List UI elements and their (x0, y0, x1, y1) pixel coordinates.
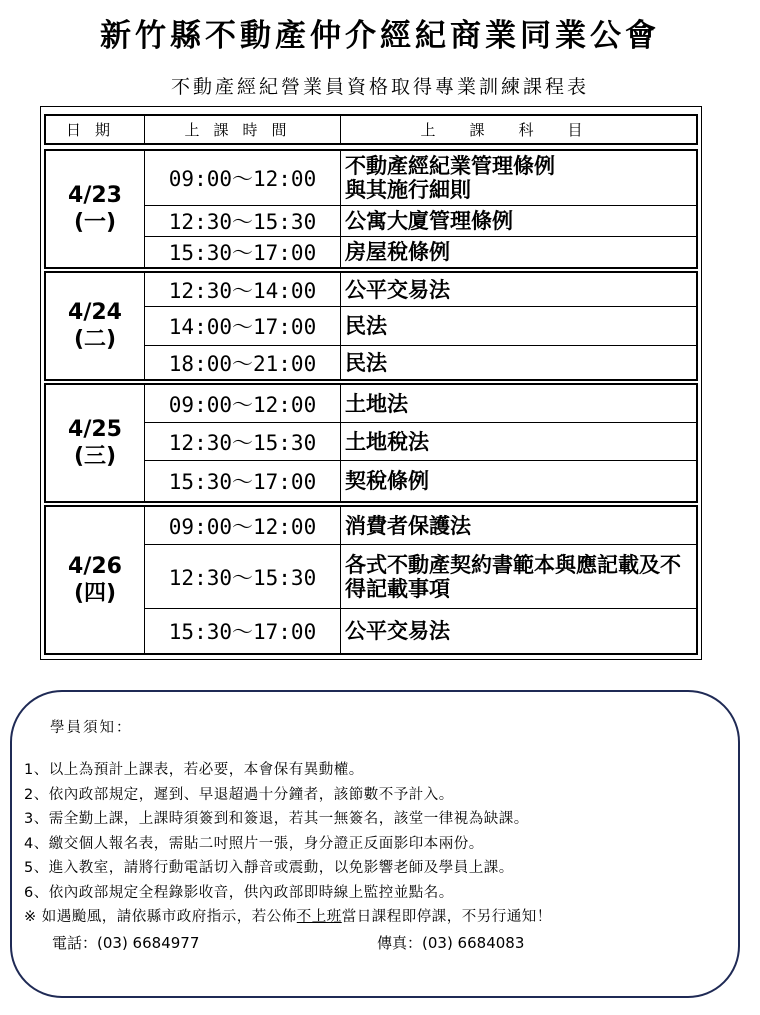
phone-number: 電話：(03) 6684977 (52, 934, 200, 952)
subject-cell: 公寓大廈管理條例 (345, 209, 513, 233)
date-value: 4/25 (68, 417, 122, 442)
subject-cell: 土地法 (345, 391, 408, 416)
table-row (145, 273, 696, 306)
time-cell: 09:00～12:00 (145, 151, 341, 205)
page-subtitle: 不動產經紀營業員資格取得專業訓練課程表 (170, 76, 589, 98)
notice-item: 1、以上為預計上課表，若必要，本會保有異動權。 (24, 762, 364, 778)
subject-cell: 公平交易法 (345, 277, 450, 302)
fax-number: 傳真：(03) 6684083 (377, 934, 525, 952)
typhoon-notice (24, 905, 552, 930)
page-title: 新竹縣不動產仲介經紀商業同業公會 (100, 18, 660, 54)
date-cell (46, 151, 145, 267)
table-row (145, 151, 696, 205)
typhoon-underlined: 不上班 (296, 909, 342, 925)
time-cell: 15:30～17:00 (145, 237, 341, 267)
day-group-1 (44, 149, 698, 269)
date-value: 4/24 (68, 300, 122, 325)
typhoon-prefix: ※ 如遇颱風，請依縣市政府指示，若公佈 (24, 909, 297, 925)
header-subject: 上課科目 (420, 121, 617, 139)
time-cell: 14:00～17:00 (145, 307, 341, 345)
date-cell (46, 273, 145, 379)
date-value: 4/26 (68, 554, 122, 579)
time-cell: 18:00～21:00 (145, 346, 341, 379)
subject-cell: 民法 (345, 314, 387, 338)
header-date: 日期 (46, 116, 145, 143)
notice-item: 6、依內政部規定全程錄影收音，供內政部即時線上監控並點名。 (24, 884, 454, 901)
table-row (145, 345, 696, 379)
notice-list (24, 758, 552, 930)
notice-item: 2、依內政部規定，遲到、早退超過十分鐘者，該節數不予計入。 (24, 786, 454, 803)
notice-item: 3、需全勤上課，上課時須簽到和簽退，若其一無簽名，該堂一律視為缺課。 (24, 811, 529, 827)
subject-cell: 公平交易法 (345, 619, 450, 643)
time-cell: 15:30～17:00 (145, 609, 341, 653)
day-group-3 (44, 383, 698, 503)
table-row (145, 205, 696, 236)
table-row (145, 422, 696, 460)
time-cell: 09:00～12:00 (145, 385, 341, 422)
weekday-value: (二) (73, 327, 117, 352)
table-row (145, 306, 696, 345)
time-cell: 12:30～14:00 (145, 273, 341, 306)
weekday-value: (四) (73, 581, 117, 606)
day-group-2 (44, 271, 698, 381)
time-cell: 09:00～12:00 (145, 507, 341, 544)
notice-item: 5、進入教室，請將行動電話切入靜音或震動，以免影響老師及學員上課。 (24, 860, 514, 876)
time-cell: 15:30～17:00 (145, 461, 341, 501)
date-cell (46, 385, 145, 501)
time-cell: 12:30～15:30 (145, 206, 341, 236)
subject-cell: 土地稅法 (345, 429, 429, 454)
date-cell (46, 507, 145, 653)
time-cell: 12:30～15:30 (145, 545, 341, 608)
subject-cell: 不動產經紀業管理條例與其施行細則 (345, 154, 555, 202)
subject-cell: 各式不動產契約書範本與應記載及不得記載事項 (345, 552, 681, 601)
table-row (145, 608, 696, 653)
time-cell: 12:30～15:30 (145, 423, 341, 460)
subject-cell: 契稅條例 (345, 469, 429, 493)
subject-cell: 民法 (345, 350, 387, 375)
day-group-4 (44, 505, 698, 655)
table-header (44, 114, 698, 145)
table-row (145, 507, 696, 544)
typhoon-suffix: 當日課程即停課，不另行通知！ (341, 909, 552, 925)
notice-item: 4、繳交個人報名表，需貼二吋照片一張，身分證正反面影印本兩份。 (24, 835, 484, 852)
date-value: 4/23 (68, 183, 122, 208)
notice-title: 學員須知： (50, 720, 133, 736)
header-time: 上課時間 (145, 116, 341, 143)
contact-info (52, 932, 524, 953)
weekday-value: (三) (73, 444, 117, 469)
table-row (145, 544, 696, 608)
table-row (145, 385, 696, 422)
weekday-value: (一) (73, 210, 117, 235)
subject-cell: 房屋稅條例 (345, 240, 450, 264)
student-notice-box (10, 690, 740, 998)
subject-cell: 消費者保護法 (345, 513, 471, 538)
table-row (145, 460, 696, 501)
table-row (145, 236, 696, 267)
